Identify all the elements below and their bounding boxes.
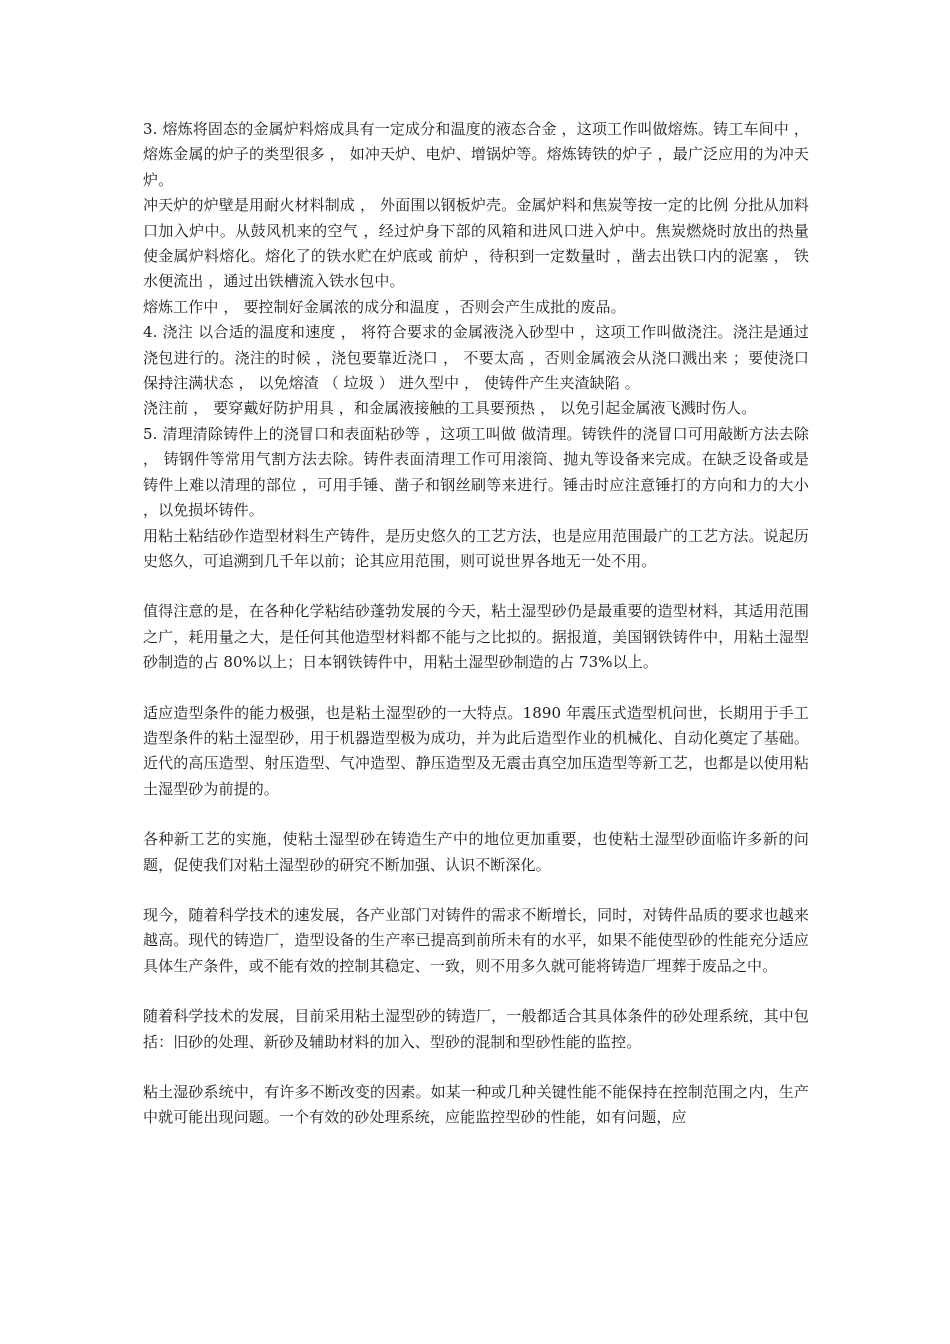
paragraph-cupola: 冲天炉的炉壁是用耐火材料制成 ， 外面围以钢板炉壳。金属炉料和焦炭等按一定的比例 分批从加料口加入炉中。从鼓风机来的空气 ，经过炉身下部的风箱和进风口进入炉中。焦炭燃烧时放出的热量使金属炉料熔化。熔化了的铁水贮在炉底或 前炉 ，待积到一定数量时 ，凿去出铁口内的泥塞 ， 铁水便流出 ，通过出铁槽流入铁水包中。	[143, 196, 809, 291]
paragraph-clay-sand-history: 用粘土粘结砂作造型材料生产铸件，是历史悠久的工艺方法，也是应用范围最广的工艺方法。说起历史悠久，可追溯到几千年以前；论其应用范围，则可说世界各地无一处不用。	[143, 526, 809, 570]
paragraph-adaptability: 适应造型条件的能力极强，也是粘土湿型砂的一大特点。1890 年震压式造型机问世，长期用于手工造型条件的粘土湿型砂，用于机器造型极为成功，并为此后造型作业的机械化、自动化奠定了基础。近代的高压造型、射压造型、气冲造型、静压造型及无震击真空加压造型等新工艺，也都是以使用粘土湿型砂为前提的。	[143, 703, 809, 798]
document-body	[143, 117, 809, 1131]
paragraph-smelting-control: 熔炼工作中 ， 要控制好金属浓的成分和温度 ，否则会产生成批的废品。	[143, 297, 626, 316]
paragraph-clay-sand-importance: 值得注意的是，在各种化学粘结砂蓬勃发展的今天，粘土湿型砂仍是最重要的造型材料，其适用范围之广，耗用量之大，是任何其他造型材料都不能与之比拟的。据报道，美国钢铁铸件中，用粘土湿型砂制造的占 80%以上；日本钢铁铸件中，用粘土湿型砂制造的占 73%以上。	[143, 602, 809, 672]
paragraph-cleaning: 5. 清理清除铸件上的浇冒口和表面粘砂等 ，这项工叫做 做清理。铸铁件的浇冒口可用敲断方法去除 ， 铸钢件等常用气割方法去除。铸件表面清理工作可用滚筒、抛丸等设备来完成。在缺乏设备或是铸件上难以清理的部位 ，可用手锤、凿子和钢丝刷等来进行。锤击时应注意锤打的方向和力的大小 ，以免损坏铸件。	[143, 424, 809, 520]
paragraph-sand-monitoring: 粘土湿砂系统中，有许多不断改变的因素。如某一种或几种关键性能不能保持在控制范围之内，生产中就可能出现问题。一个有效的砂处理系统，应能监控型砂的性能，如有问题，应	[143, 1083, 809, 1127]
paragraph-new-processes: 各种新工艺的实施，使粘土湿型砂在铸造生产中的地位更加重要，也使粘土湿型砂面临许多新的问题，促使我们对粘土湿型砂的研究不断加强、认识不断深化。	[143, 830, 809, 874]
paragraph-pouring-safety: 浇注前 ， 要穿戴好防护用具 ，和金属液接触的工具要预热 ， 以免引起金属液飞溅时伤人。	[143, 399, 757, 418]
paragraph-sand-system: 随着科学技术的发展，目前采用粘土湿型砂的铸造厂，一般都适合其具体条件的砂处理系统，其中包括：旧砂的处理、新砂及辅助材料的加入、型砂的混制和型砂性能的监控。	[143, 1007, 809, 1051]
paragraph-smelting: 3. 熔炼将固态的金属炉料熔成具有一定成分和温度的液态合金 ，这项工作叫做熔炼。铸工车间中 ， 熔炼金属的炉子的类型很多 ， 如冲天炉、电炉、增锅炉等。熔炼铸铁的炉子 ，最广泛应用的为冲天炉。	[143, 120, 809, 189]
paragraph-pouring: 4. 浇注 以合适的温度和速度 ， 将符合要求的金属液浇入砂型中 ，这项工作叫做浇注。浇注是通过浇包进行的。浇注的时候 ，浇包要靠近浇口 ， 不要太高 ，否则金属液会从浇口溅出来 ；要使浇口保持注满状态 ， 以免熔渣 （ 垃圾 ） 进久型中 ， 使铸件产生夹渣缺陷 。	[143, 323, 809, 393]
paragraph-modern-foundry: 现今，随着科学技术的速发展，各产业部门对铸件的需求不断增长，同时，对铸件品质的要求也越来越高。现代的铸造厂，造型设备的生产率已提高到前所未有的水平，如果不能使型砂的性能充分适应具体生产条件，或不能有效的控制其稳定、一致，则不用多久就可能将铸造厂埋葬于废品之中。	[143, 905, 809, 975]
